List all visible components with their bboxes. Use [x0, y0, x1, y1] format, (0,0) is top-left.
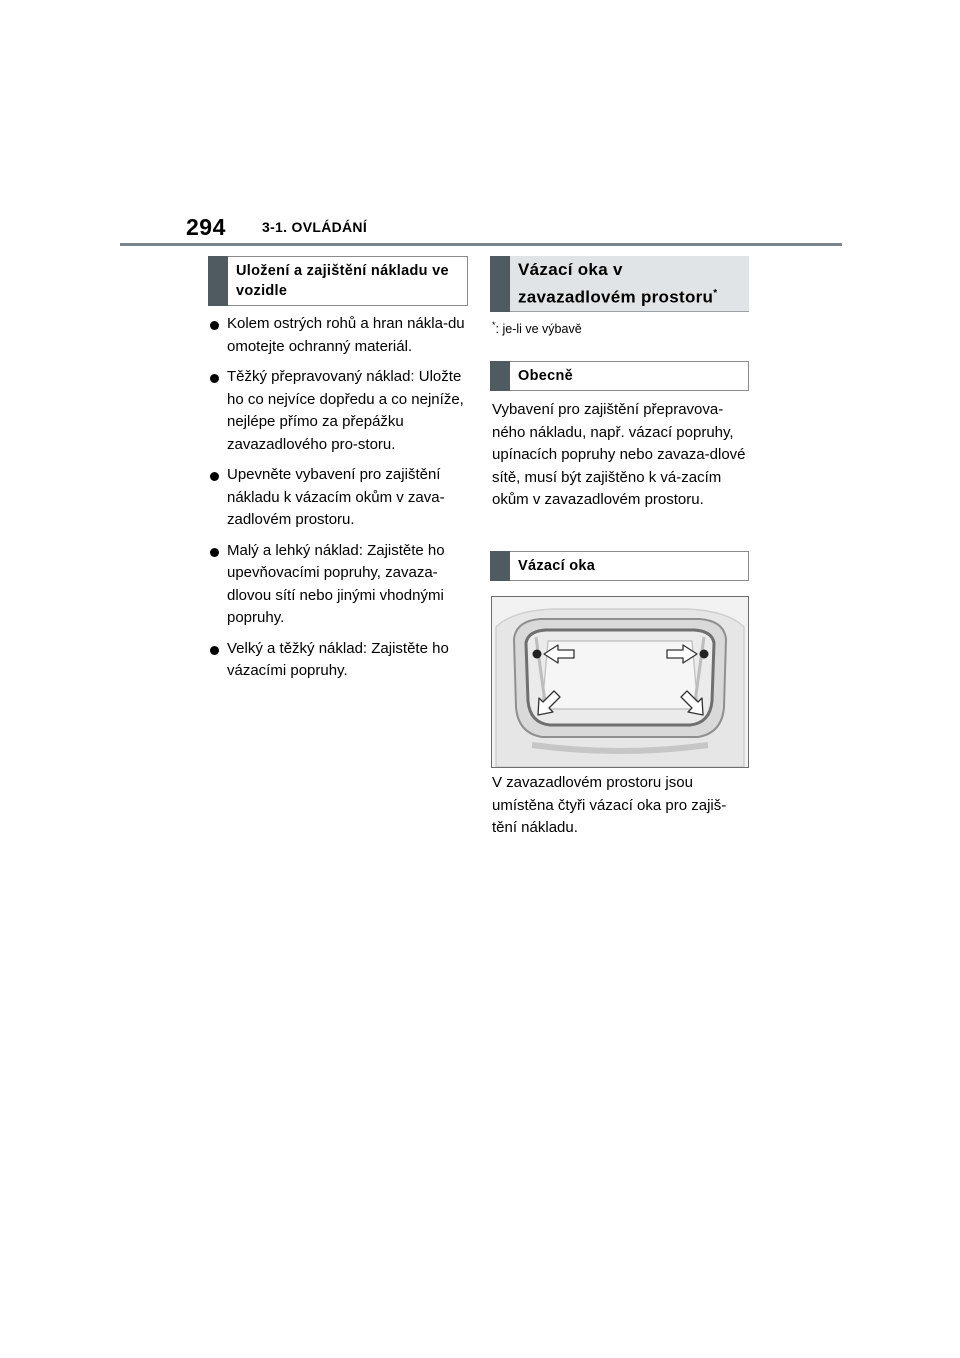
- subheading-lashing-eyes: [490, 551, 749, 581]
- heading-text: Obecně: [518, 368, 573, 384]
- heading-text: Vázací oka v zavazadlovém prostoru*: [518, 259, 718, 307]
- heading-bar: [490, 256, 510, 312]
- trunk-illustration: [491, 596, 749, 768]
- lashing-eyes-paragraph: V zavazadlovém prostoru jsou umístěna čtyři vázací oka pro zajiš-tění nákladu.: [492, 774, 727, 836]
- heading-bar: [490, 551, 510, 581]
- heading-bar: [208, 256, 228, 306]
- heading-bar: [490, 361, 510, 391]
- bullet-icon: [210, 374, 219, 383]
- bullet-list: [210, 313, 468, 691]
- page-number: 294: [186, 214, 226, 240]
- heading-text: Vázací oka: [518, 558, 596, 574]
- section-heading-lashing-eyes: [490, 256, 749, 312]
- header-divider: [120, 243, 842, 246]
- list-item: Upevněte vybavení pro zajištění nákladu k vázacím okům v zava-zadlovém prostoru.: [210, 464, 468, 532]
- bullet-icon: [210, 472, 219, 481]
- bullet-icon: [210, 646, 219, 655]
- list-item: Těžký přepravovaný náklad: Uložte ho co nejvíce dopředu a co nejníže, nejlépe přímo za přepážku zavazadlového pro-storu.: [210, 366, 468, 456]
- list-item: Velký a těžký náklad: Zajistěte ho vázacími popruhy.: [210, 638, 468, 683]
- trunk-lashing-eyes-image: [492, 597, 748, 767]
- list-item: Kolem ostrých rohů a hran nákla-du omotejte ochranný materiál.: [210, 313, 468, 358]
- chapter-title: 3-1. OVLÁDÁNÍ: [262, 219, 368, 235]
- bullet-icon: [210, 548, 219, 557]
- subheading-general: [490, 361, 749, 391]
- heading-text: Uložení a zajištění nákladu ve vozidle: [236, 263, 449, 299]
- bullet-icon: [210, 321, 219, 330]
- availability-footnote: *: je-li ve výbavě: [492, 320, 582, 337]
- list-item: Malý a lehký náklad: Zajistěte ho upevňovacími popruhy, zavaza-dlovou sítí nebo jinými vhodnými popruhy.: [210, 540, 468, 630]
- section-heading-cargo-storage: [208, 256, 468, 306]
- general-paragraph: Vybavení pro zajištění přepravova-ného nákladu, např. vázací popruhy, upínacích popruhy nebo zavaza-dlové sítě, musí být zajištěno k vá-zacím okům v zavazadlovém prostoru.: [492, 401, 746, 508]
